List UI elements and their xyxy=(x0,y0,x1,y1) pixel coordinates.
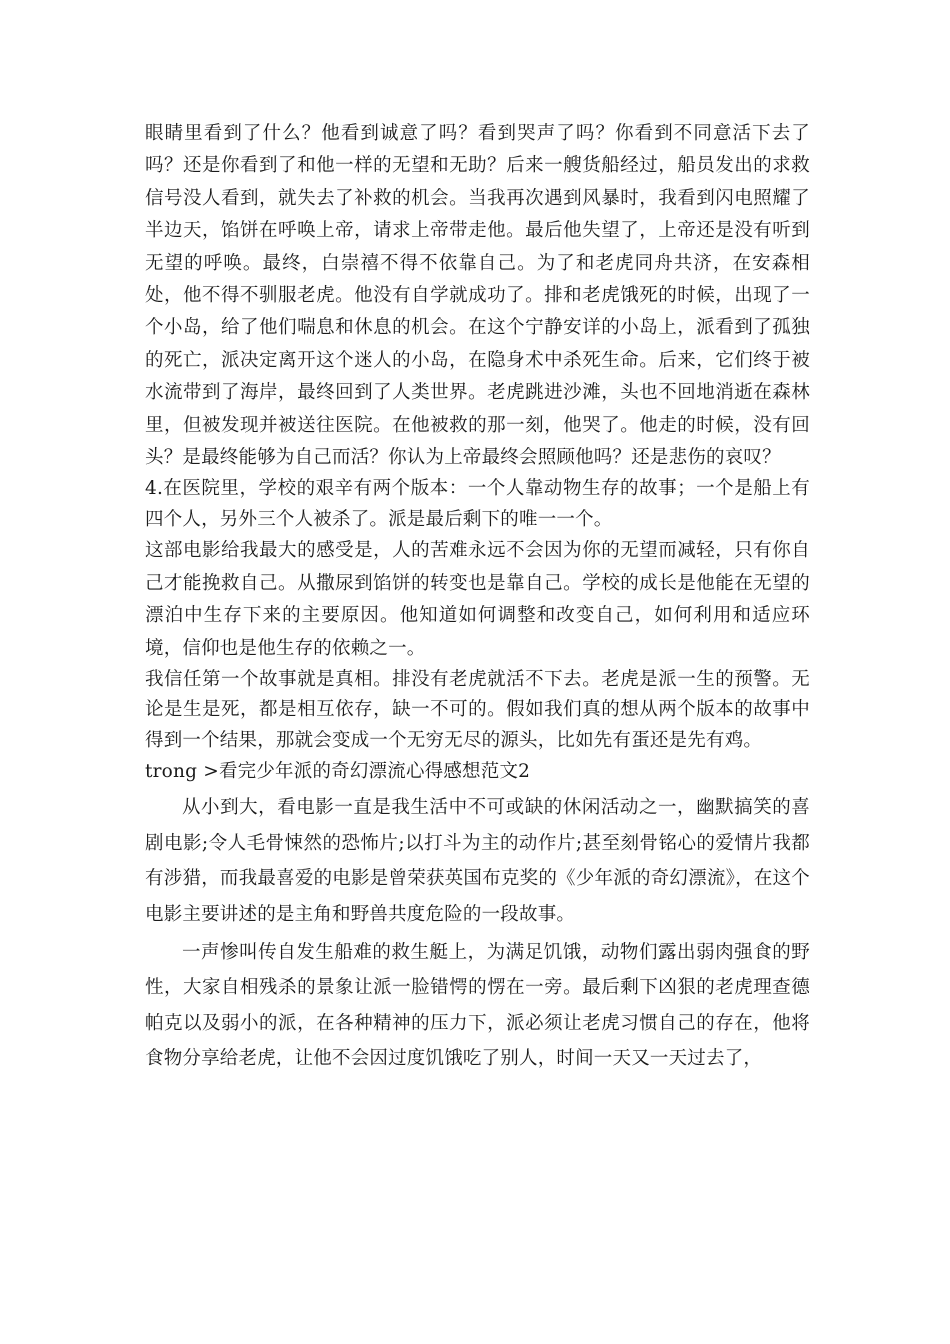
section-heading: trong >看完少年派的奇幻漂流心得感想范文2 xyxy=(145,761,531,783)
indented-paragraph: 一声惨叫传自发生船难的救生艇上，为满足饥饿，动物们露出弱肉强食的野性，大家自相残杀的景象让派一脸错愕的愣在一旁。最后剩下凶狠的老虎理查德帕克以及弱小的派，在各种精神的压力下，派必须让老虎习惯自己的存在，他将食物分享给老虎，让他不会因过度饥饿吃了别人，时间一天又一天过去了， xyxy=(145,941,810,1070)
body-paragraph: 我信任第一个故事就是真相。排没有老虎就活不下去。老虎是派一生的预警。无论是生是死，都是相互依存，缺一不可的。假如我们真的想从两个版本的故事中得到一个结果，那就会变成一个无穷无尽的源头，比如先有蛋还是先有鸡。 xyxy=(145,668,810,751)
body-paragraph: 这部电影给我最大的感受是，人的苦难永远不会因为你的无望而减轻，只有你自己才能挽救自己。从撒尿到馅饼的转变也是靠自己。学校的成长是他能在无望的漂泊中生存下来的主要原因。他知道如何调整和改变自己，如何利用和适应环境，信仰也是他生存的依赖之一。 xyxy=(145,540,810,659)
indented-paragraph: 从小到大，看电影一直是我生活中不可或缺的休闲活动之一，幽默搞笑的喜剧电影;令人毛骨悚然的恐怖片;以打斗为主的动作片;甚至刻骨铭心的爱情片我都有涉猎，而我最喜爱的电影是曾荣获英国布克奖的《少年派的奇幻漂流》，在这个电影主要讲述的是主角和野兽共度危险的一段故事。 xyxy=(145,797,810,925)
document-body xyxy=(145,118,810,1077)
list-paragraph: 4.在医院里，学校的艰辛有两个版本：一个人靠动物生存的故事；一个是船上有四个人，另外三个人被杀了。派是最后剩下的唯一一个。 xyxy=(145,478,810,530)
body-paragraph: 眼睛里看到了什么？他看到诚意了吗？看到哭声了吗？你看到不同意活下去了吗？还是你看到了和他一样的无望和无助？后来一艘货船经过，船员发出的求救信号没人看到，就失去了补救的机会。当我再次遇到风暴时，我看到闪电照耀了半边天，馅饼在呼唤上帝，请求上帝带走他。最后他失望了，上帝还是没有听到无望的呼唤。最终，白崇禧不得不依靠自己。为了和老虎同舟共济，在安森相处，他不得不驯服老虎。他没有自学就成功了。排和老虎饿死的时候，出现了一个小岛，给了他们喘息和休息的机会。在这个宁静安详的小岛上，派看到了孤独的死亡，派决定离开这个迷人的小岛，在隐身术中杀死生命。后来，它们终于被水流带到了海岸，最终回到了人类世界。老虎跳进沙滩，头也不回地消逝在森林里，但被发现并被送往医院。在他被救的那一刻，他哭了。他走的时候，没有回头？是最终能够为自己而活？你认为上帝最终会照顾他吗？还是悲伤的哀叹？ xyxy=(145,123,810,469)
